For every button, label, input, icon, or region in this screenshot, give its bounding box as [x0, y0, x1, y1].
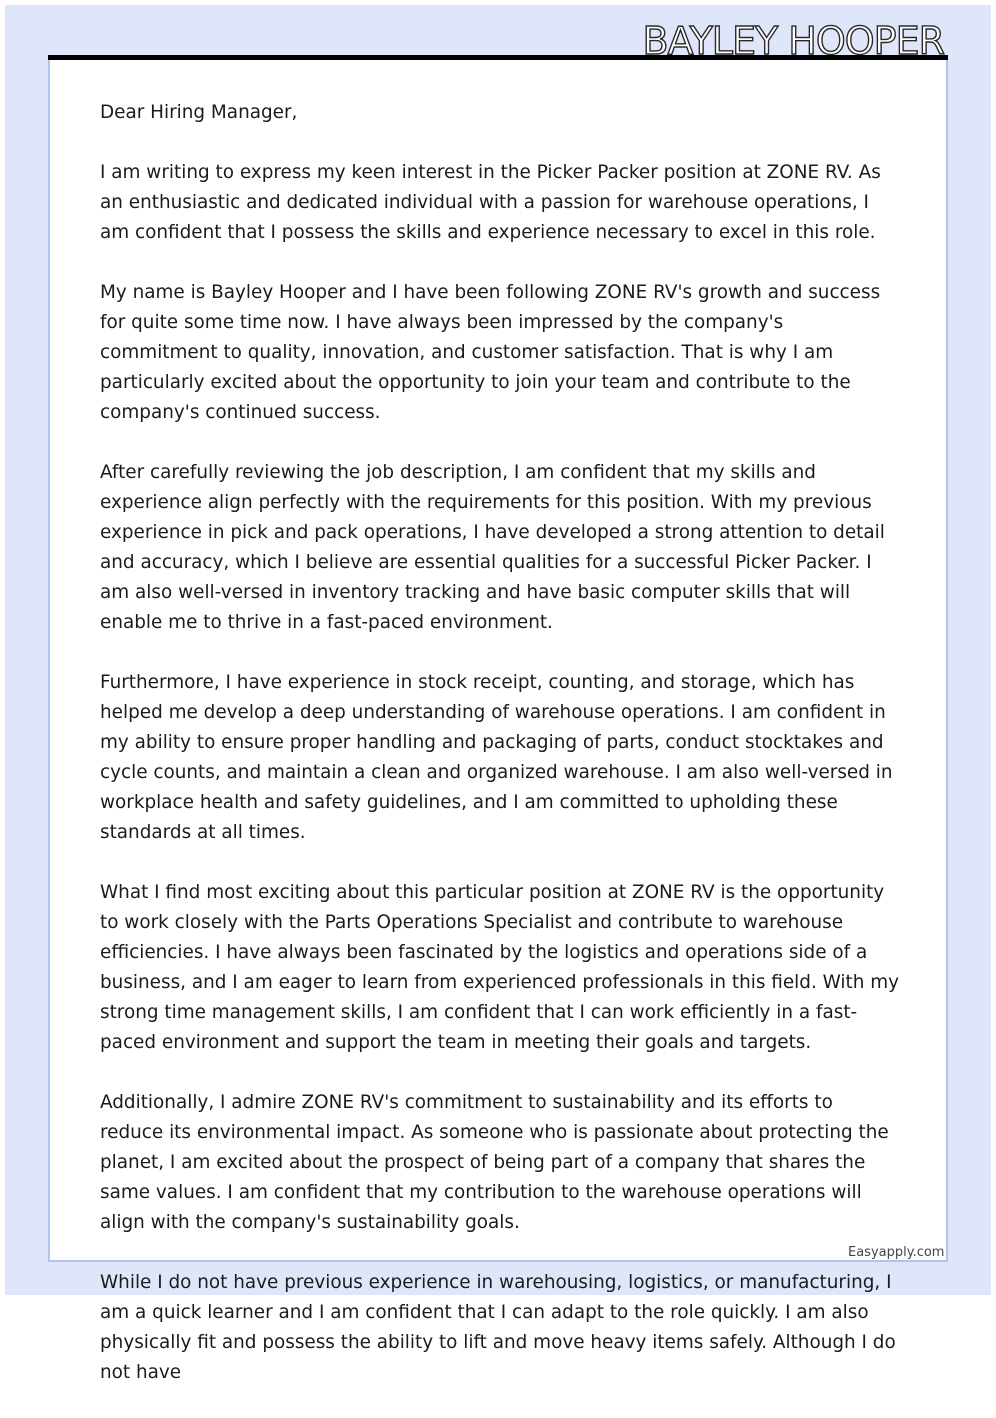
watermark: Easyapply.com	[848, 1245, 945, 1260]
letter-paragraph: Furthermore, I have experience in stock receipt, counting, and storage, which has helped me develop a deep understanding of warehouse operations. I am confident in my ability to ensure proper handling and packaging of parts, conduct stocktakes and cycle counts, and maintain a clean and organized warehouse. I am also well-versed in workplace health and safety guidelines, and I am committed to upholding these standards at all times.	[100, 672, 893, 843]
salutation: Dear Hiring Manager,	[100, 102, 298, 123]
letter-paragraph: Additionally, I admire ZONE RV's commitment to sustainability and its efforts to reduce its environmental impact. As someone who is passionate about protecting the planet, I am excited about the prospect of being part of a company that shares the same values. I am confident that my contribution to the warehouse operations will align with the company's sustainability goals.	[100, 1092, 889, 1233]
letter-paragraph: After carefully reviewing the job description, I am confident that my skills and experience align perfectly with the requirements for this position. With my previous experience in pick and pack operations, I have developed a strong attention to detail and accuracy, which I believe are essential qualities for a successful Picker Packer. I am also well-versed in inventory tracking and have basic computer skills that will enable me to thrive in a fast-paced environment.	[100, 462, 885, 633]
document-background	[5, 5, 991, 1383]
applicant-name: BAYLEY HOOPER	[642, 19, 944, 63]
letter-paragraph: What I find most exciting about this particular position at ZONE RV is the opportunity to work closely with the Parts Operations Specialist and contribute to warehouse efficiencies. I have always been fascinated by the logistics and operations side of a business, and I am eager to learn from experienced professionals in this field. With my strong time management skills, I am confident that I can work efficiently in a fast-paced environment and support the team in meeting their goals and targets.	[100, 882, 900, 1053]
letter-paragraph: I am writing to express my keen interest in the Picker Packer position at ZONE RV. As an enthusiastic and dedicated individual with a passion for warehouse operations, I am confident that I possess the skills and experience necessary to excel in this role.	[100, 162, 881, 243]
letter-paragraph: My name is Bayley Hooper and I have been following ZONE RV's growth and success for quite some time now. I have always been impressed by the company's commitment to quality, innovation, and customer satisfaction. That is why I am particularly excited about the opportunity to join your team and contribute to the company's continued success.	[100, 282, 881, 423]
cover-letter-body	[100, 98, 900, 1418]
letter-paragraph: While I do not have previous experience in warehousing, logistics, or manufacturing, I am a quick learner and I am confident that I can adapt to the role quickly. I am also physically fit and possess the ability to lift and move heavy items safely. Although I do not have	[100, 1272, 896, 1383]
